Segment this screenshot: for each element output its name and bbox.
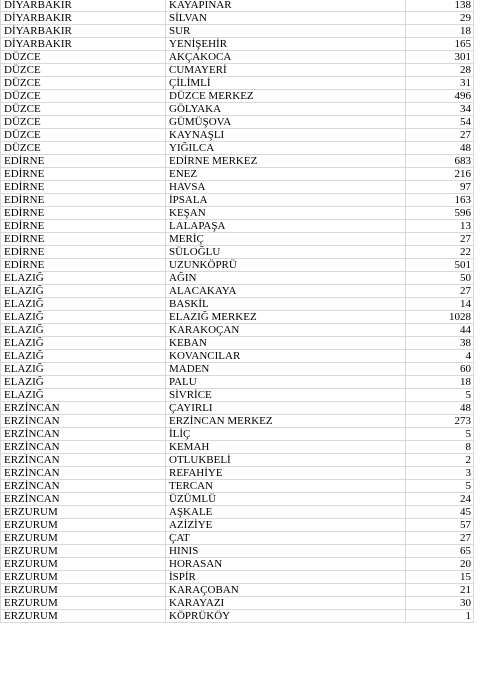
province-cell[interactable]: DÜZCE xyxy=(1,142,166,155)
district-cell[interactable]: KARAÇOBAN xyxy=(166,584,406,597)
district-cell[interactable]: SÜLOĞLU xyxy=(166,246,406,259)
province-cell[interactable]: DÜZCE xyxy=(1,64,166,77)
province-cell[interactable]: ELAZIĞ xyxy=(1,324,166,337)
province-cell[interactable]: ERZURUM xyxy=(1,584,166,597)
count-cell[interactable]: 30 xyxy=(406,597,474,610)
province-cell[interactable]: ELAZIĞ xyxy=(1,337,166,350)
count-cell[interactable]: 34 xyxy=(406,103,474,116)
district-cell[interactable]: SUR xyxy=(166,25,406,38)
table-row xyxy=(1,168,474,181)
table-row xyxy=(1,181,474,194)
district-cell[interactable]: KOVANCILAR xyxy=(166,350,406,363)
table-row xyxy=(1,311,474,324)
district-cell[interactable]: AZİZİYE xyxy=(166,519,406,532)
district-cell[interactable]: KARAKOÇAN xyxy=(166,324,406,337)
district-cell[interactable]: HORASAN xyxy=(166,558,406,571)
table-row xyxy=(1,558,474,571)
district-cell[interactable]: TERCAN xyxy=(166,480,406,493)
count-cell[interactable]: 60 xyxy=(406,363,474,376)
table-row xyxy=(1,298,474,311)
table-body xyxy=(1,0,474,623)
count-cell[interactable]: 57 xyxy=(406,519,474,532)
district-cell[interactable]: DÜZCE MERKEZ xyxy=(166,90,406,103)
province-cell[interactable]: ERZURUM xyxy=(1,610,166,623)
district-cell[interactable]: SİVRİCE xyxy=(166,389,406,402)
count-cell[interactable]: 301 xyxy=(406,51,474,64)
province-cell[interactable]: ERZURUM xyxy=(1,532,166,545)
count-cell[interactable]: 163 xyxy=(406,194,474,207)
count-cell[interactable]: 29 xyxy=(406,12,474,25)
table-row xyxy=(1,545,474,558)
province-cell[interactable]: ELAZIĞ xyxy=(1,311,166,324)
table-row xyxy=(1,233,474,246)
district-cell[interactable]: CUMAYERİ xyxy=(166,64,406,77)
district-cell[interactable]: GÜMÜŞOVA xyxy=(166,116,406,129)
table-row xyxy=(1,194,474,207)
count-cell[interactable]: 48 xyxy=(406,142,474,155)
count-cell[interactable]: 50 xyxy=(406,272,474,285)
province-cell[interactable]: ERZİNCAN xyxy=(1,402,166,415)
count-cell[interactable]: 48 xyxy=(406,402,474,415)
province-cell[interactable]: EDİRNE xyxy=(1,168,166,181)
district-cell[interactable]: İLİÇ xyxy=(166,428,406,441)
province-cell[interactable]: EDİRNE xyxy=(1,181,166,194)
district-cell[interactable]: KARAYAZI xyxy=(166,597,406,610)
table-row xyxy=(1,12,474,25)
count-cell[interactable]: 273 xyxy=(406,415,474,428)
table-row xyxy=(1,246,474,259)
count-cell[interactable]: 31 xyxy=(406,77,474,90)
province-cell[interactable]: DÜZCE xyxy=(1,103,166,116)
count-cell[interactable]: 216 xyxy=(406,168,474,181)
district-cell[interactable]: ÇAYIRLI xyxy=(166,402,406,415)
count-cell[interactable]: 2 xyxy=(406,454,474,467)
table-row xyxy=(1,77,474,90)
province-cell[interactable]: ELAZIĞ xyxy=(1,285,166,298)
district-cell[interactable]: ENEZ xyxy=(166,168,406,181)
province-cell[interactable]: ERZİNCAN xyxy=(1,480,166,493)
province-cell[interactable]: ELAZIĞ xyxy=(1,376,166,389)
table-row xyxy=(1,415,474,428)
province-cell[interactable]: ELAZIĞ xyxy=(1,298,166,311)
district-cell[interactable]: AĞIN xyxy=(166,272,406,285)
province-cell[interactable]: EDİRNE xyxy=(1,259,166,272)
table-row xyxy=(1,220,474,233)
province-cell[interactable]: ERZURUM xyxy=(1,558,166,571)
count-cell[interactable]: 24 xyxy=(406,493,474,506)
district-cell[interactable]: İPSALA xyxy=(166,194,406,207)
count-cell[interactable]: 27 xyxy=(406,532,474,545)
count-cell[interactable]: 44 xyxy=(406,324,474,337)
province-cell[interactable]: EDİRNE xyxy=(1,207,166,220)
district-cell[interactable]: LALAPAŞA xyxy=(166,220,406,233)
province-cell[interactable]: DÜZCE xyxy=(1,77,166,90)
table-row xyxy=(1,337,474,350)
table-row xyxy=(1,259,474,272)
district-cell[interactable]: BASKİL xyxy=(166,298,406,311)
province-cell[interactable]: ELAZIĞ xyxy=(1,350,166,363)
province-cell[interactable]: ELAZIĞ xyxy=(1,363,166,376)
count-cell[interactable]: 45 xyxy=(406,506,474,519)
count-cell[interactable]: 4 xyxy=(406,350,474,363)
province-cell[interactable]: EDİRNE xyxy=(1,155,166,168)
table-row xyxy=(1,363,474,376)
table-row xyxy=(1,90,474,103)
count-cell[interactable]: 15 xyxy=(406,571,474,584)
table-row xyxy=(1,441,474,454)
count-cell[interactable]: 596 xyxy=(406,207,474,220)
province-cell[interactable]: DİYARBAKIR xyxy=(1,38,166,51)
table-row xyxy=(1,38,474,51)
table-row xyxy=(1,155,474,168)
district-cell[interactable]: MERİÇ xyxy=(166,233,406,246)
count-cell[interactable]: 28 xyxy=(406,64,474,77)
count-cell[interactable]: 21 xyxy=(406,584,474,597)
table-row xyxy=(1,207,474,220)
province-cell[interactable]: ELAZIĞ xyxy=(1,272,166,285)
table-row xyxy=(1,116,474,129)
province-cell[interactable]: ERZİNCAN xyxy=(1,428,166,441)
district-cell[interactable]: SİLVAN xyxy=(166,12,406,25)
district-cell[interactable]: MADEN xyxy=(166,363,406,376)
province-cell[interactable]: EDİRNE xyxy=(1,233,166,246)
count-cell[interactable]: 27 xyxy=(406,129,474,142)
district-cell[interactable]: AŞKALE xyxy=(166,506,406,519)
count-cell[interactable]: 165 xyxy=(406,38,474,51)
province-cell[interactable]: ERZİNCAN xyxy=(1,493,166,506)
table-row xyxy=(1,597,474,610)
count-cell[interactable]: 22 xyxy=(406,246,474,259)
table-row xyxy=(1,376,474,389)
district-cell[interactable]: KAYNAŞLI xyxy=(166,129,406,142)
province-cell[interactable]: ERZURUM xyxy=(1,506,166,519)
province-cell[interactable]: DÜZCE xyxy=(1,129,166,142)
count-cell[interactable]: 3 xyxy=(406,467,474,480)
district-cell[interactable]: REFAHİYE xyxy=(166,467,406,480)
district-cell[interactable]: HAVSA xyxy=(166,181,406,194)
table-row xyxy=(1,402,474,415)
district-cell[interactable]: KAYAPINAR xyxy=(166,0,406,12)
count-cell[interactable]: 5 xyxy=(406,389,474,402)
province-cell[interactable]: DÜZCE xyxy=(1,116,166,129)
table-row xyxy=(1,493,474,506)
province-cell[interactable]: ERZURUM xyxy=(1,597,166,610)
province-cell[interactable]: ELAZIĞ xyxy=(1,389,166,402)
table-row xyxy=(1,129,474,142)
province-cell[interactable]: DİYARBAKIR xyxy=(1,25,166,38)
district-cell[interactable]: ERZİNCAN MERKEZ xyxy=(166,415,406,428)
table-row xyxy=(1,272,474,285)
district-cell[interactable]: EDİRNE MERKEZ xyxy=(166,155,406,168)
count-cell[interactable]: 18 xyxy=(406,25,474,38)
count-cell[interactable]: 1 xyxy=(406,610,474,623)
count-cell[interactable]: 14 xyxy=(406,298,474,311)
table-row xyxy=(1,428,474,441)
count-cell[interactable]: 54 xyxy=(406,116,474,129)
district-cell[interactable]: UZUNKÖPRÜ xyxy=(166,259,406,272)
district-cell[interactable]: ÜZÜMLÜ xyxy=(166,493,406,506)
count-cell[interactable]: 97 xyxy=(406,181,474,194)
table-row xyxy=(1,0,474,12)
table-row xyxy=(1,25,474,38)
count-cell[interactable]: 5 xyxy=(406,480,474,493)
district-cell[interactable]: OTLUKBELİ xyxy=(166,454,406,467)
province-cell[interactable]: EDİRNE xyxy=(1,246,166,259)
province-cell[interactable]: ERZURUM xyxy=(1,571,166,584)
table-row xyxy=(1,532,474,545)
district-cell[interactable]: ÇAT xyxy=(166,532,406,545)
count-cell[interactable]: 138 xyxy=(406,0,474,12)
province-cell[interactable]: DÜZCE xyxy=(1,51,166,64)
count-cell[interactable]: 496 xyxy=(406,90,474,103)
district-cell[interactable]: KEMAH xyxy=(166,441,406,454)
province-cell[interactable]: DİYARBAKIR xyxy=(1,0,166,12)
count-cell[interactable]: 27 xyxy=(406,233,474,246)
district-cell[interactable]: KÖPRÜKÖY xyxy=(166,610,406,623)
district-cell[interactable]: KEBAN xyxy=(166,337,406,350)
table-row xyxy=(1,103,474,116)
district-cell[interactable]: İSPİR xyxy=(166,571,406,584)
district-cell[interactable]: PALU xyxy=(166,376,406,389)
count-cell[interactable]: 65 xyxy=(406,545,474,558)
count-cell[interactable]: 1028 xyxy=(406,311,474,324)
district-cell[interactable]: KEŞAN xyxy=(166,207,406,220)
table-row xyxy=(1,454,474,467)
count-cell[interactable]: 501 xyxy=(406,259,474,272)
province-cell[interactable]: DİYARBAKIR xyxy=(1,12,166,25)
province-cell[interactable]: ERZİNCAN xyxy=(1,454,166,467)
province-cell[interactable]: ERZURUM xyxy=(1,519,166,532)
district-cell[interactable]: YIĞILCA xyxy=(166,142,406,155)
province-cell[interactable]: ERZİNCAN xyxy=(1,441,166,454)
province-cell[interactable]: DÜZCE xyxy=(1,90,166,103)
table-row xyxy=(1,285,474,298)
table-row xyxy=(1,467,474,480)
table-row xyxy=(1,610,474,623)
district-cell[interactable]: ÇİLİMLİ xyxy=(166,77,406,90)
table-row xyxy=(1,324,474,337)
count-cell[interactable]: 5 xyxy=(406,428,474,441)
count-cell[interactable]: 18 xyxy=(406,376,474,389)
table-row xyxy=(1,519,474,532)
table-row xyxy=(1,142,474,155)
table-row xyxy=(1,571,474,584)
district-cell[interactable]: ELAZIĞ MERKEZ xyxy=(166,311,406,324)
count-cell[interactable]: 20 xyxy=(406,558,474,571)
table-row xyxy=(1,480,474,493)
table-row xyxy=(1,506,474,519)
table-row xyxy=(1,350,474,363)
count-cell[interactable]: 27 xyxy=(406,285,474,298)
district-cell[interactable]: AKÇAKOCA xyxy=(166,51,406,64)
province-cell[interactable]: EDİRNE xyxy=(1,194,166,207)
count-cell[interactable]: 13 xyxy=(406,220,474,233)
table-row xyxy=(1,389,474,402)
province-cell[interactable]: ERZİNCAN xyxy=(1,467,166,480)
district-cell[interactable]: ALACAKAYA xyxy=(166,285,406,298)
count-cell[interactable]: 8 xyxy=(406,441,474,454)
table-row xyxy=(1,64,474,77)
table-row xyxy=(1,584,474,597)
district-cell[interactable]: YENİŞEHİR xyxy=(166,38,406,51)
count-cell[interactable]: 38 xyxy=(406,337,474,350)
province-cell[interactable]: ERZURUM xyxy=(1,545,166,558)
province-cell[interactable]: ERZİNCAN xyxy=(1,415,166,428)
district-cell[interactable]: GÖLYAKA xyxy=(166,103,406,116)
count-cell[interactable]: 683 xyxy=(406,155,474,168)
province-cell[interactable]: EDİRNE xyxy=(1,220,166,233)
table-row xyxy=(1,51,474,64)
district-cell[interactable]: HINIS xyxy=(166,545,406,558)
